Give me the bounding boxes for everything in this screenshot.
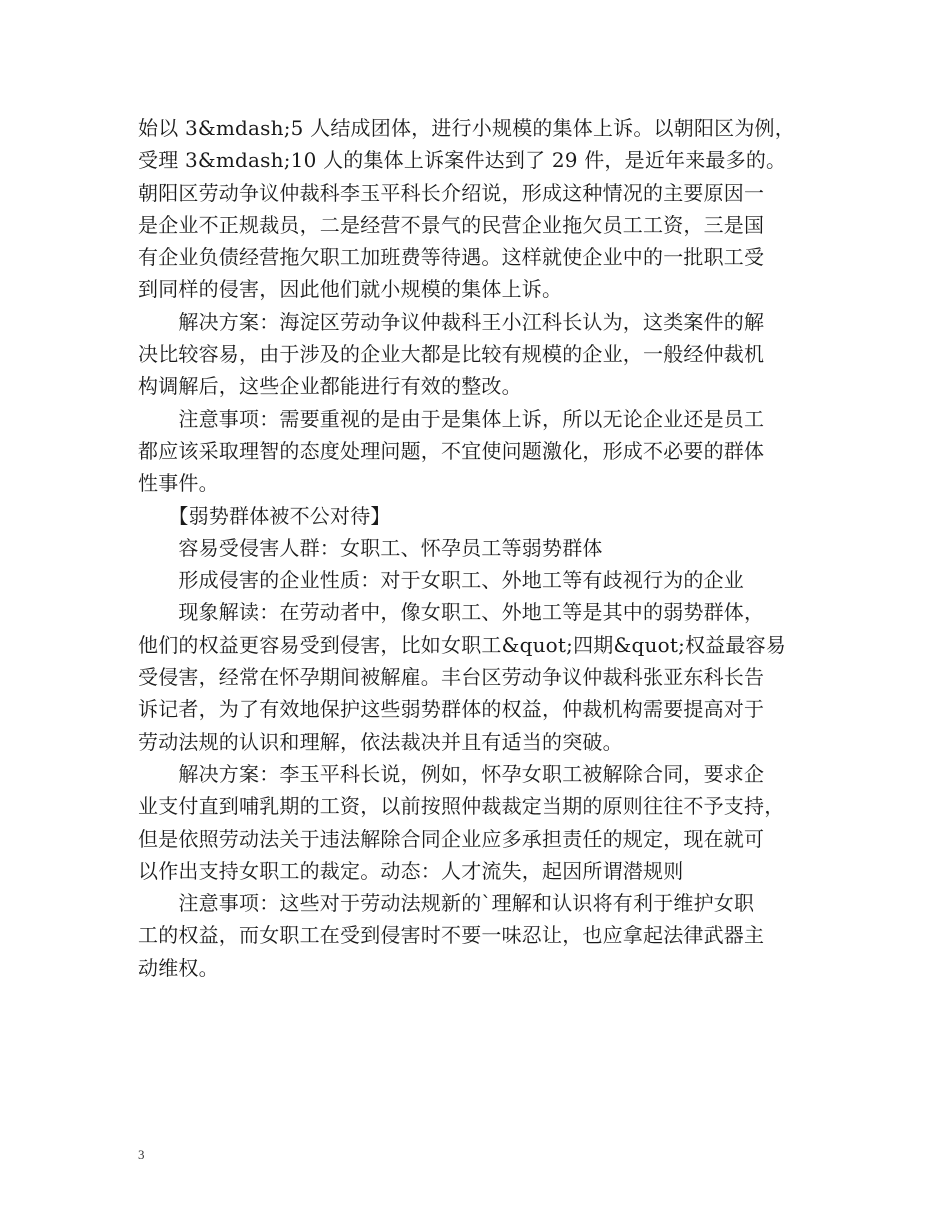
text-line: 业支付直到哺乳期的工资，以前按照仲裁裁定当期的原则往往不予支持， bbox=[138, 794, 785, 819]
text-line: 现象解读：在劳动者中，像女职工、外地工等是其中的弱势群体， bbox=[138, 600, 765, 625]
text-line: 有企业负债经营拖欠职工加班费等待遇。这样就使企业中的一批职工受 bbox=[138, 245, 765, 270]
text-line: 到同样的侵害，因此他们就小规模的集体上诉。 bbox=[138, 277, 563, 302]
text-line: 他们的权益更容易受到侵害，比如女职工&quot;四期&quot;权益最容易 bbox=[138, 632, 787, 657]
text-line: 容易受侵害人群：女职工、怀孕员工等弱势群体 bbox=[138, 535, 603, 560]
section-heading: 【弱势群体被不公对待】 bbox=[138, 503, 391, 528]
text-line: 构调解后，这些企业都能进行有效的整改。 bbox=[138, 374, 522, 399]
text-line: 注意事项：需要重视的是由于是集体上诉，所以无论企业还是员工 bbox=[138, 406, 765, 431]
text-line: 但是依照劳动法关于违法解除合同企业应多承担责任的规定，现在就可 bbox=[138, 826, 765, 851]
text-line: 解决方案：李玉平科长说，例如，怀孕女职工被解除合同，要求企 bbox=[138, 761, 765, 786]
text-line: 形成侵害的企业性质：对于女职工、外地工等有歧视行为的企业 bbox=[138, 568, 744, 593]
text-line: 朝阳区劳动争议仲裁科李玉平科长介绍说，形成这种情况的主要原因一 bbox=[138, 180, 765, 205]
text-line: 受理 3&mdash;10 人的集体上诉案件达到了 29 件，是近年来最多的。 bbox=[138, 148, 787, 173]
text-line: 诉记者，为了有效地保护这些弱势群体的权益，仲裁机构需要提高对于 bbox=[138, 697, 765, 722]
text-line: 以作出支持女职工的裁定。动态：人才流失，起因所谓潜规则 bbox=[138, 858, 684, 883]
text-line: 工的权益，而女职工在受到侵害时不要一味忍让，也应拿起法律武器主 bbox=[138, 923, 765, 948]
text-line: 性事件。 bbox=[138, 471, 219, 496]
text-line: 解决方案：海淀区劳动争议仲裁科王小江科长认为，这类案件的解 bbox=[138, 309, 765, 334]
text-line: 决比较容易，由于涉及的企业大都是比较有规模的企业，一般经仲裁机 bbox=[138, 342, 765, 367]
text-line: 动维权。 bbox=[138, 955, 219, 980]
text-line: 始以 3&mdash;5 人结成团体，进行小规模的集体上诉。以朝阳区为例， bbox=[138, 116, 795, 140]
text-line: 受侵害，经常在怀孕期间被解雇。丰台区劳动争议仲裁科张亚东科长告 bbox=[138, 665, 765, 690]
text-line: 是企业不正规裁员，二是经营不景气的民营企业拖欠员工工资，三是国 bbox=[138, 212, 765, 237]
page-number: 3 bbox=[138, 1147, 145, 1162]
body-text bbox=[138, 112, 818, 984]
text-line: 劳动法规的认识和理解，依法裁决并且有适当的突破。 bbox=[138, 729, 623, 754]
text-line: 注意事项：这些对于劳动法规新的`理解和认识将有利于维护女职 bbox=[138, 891, 755, 916]
text-line: 都应该采取理智的态度处理问题，不宜使问题激化，形成不必要的群体 bbox=[138, 438, 765, 463]
